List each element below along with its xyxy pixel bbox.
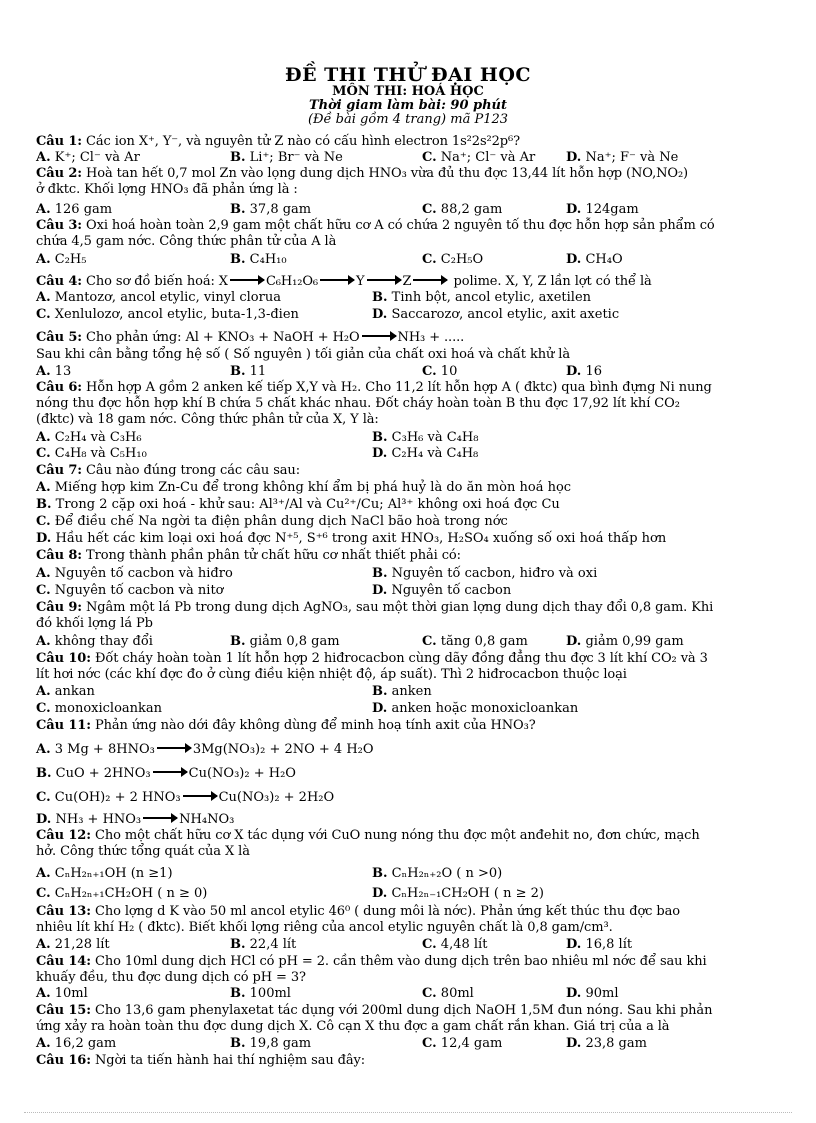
reaction-arrow-icon [143,817,177,819]
option-text: CₙH₂ₙ₊₁OH (n ≥1) [54,866,173,881]
option-text: giảm 0,99 gam [585,634,684,649]
option-text: giảm 0,8 gam [249,634,340,649]
option-text: Để điều chế Na ngời ta điện phân dung dịch NaCl bão hoà trong nớc [54,514,508,529]
q6-option-c [36,446,147,461]
option-letter: C. [422,986,437,1001]
q4-option-b [372,290,591,305]
option-text: Nguyên tố cacbon [391,583,512,598]
option-text: tăng 0,8 gam [440,634,528,649]
option-text: không thay đổi [54,634,153,649]
option-text: 10ml [54,986,88,1001]
equation-right: NH₄NO₃ [179,812,235,827]
option-letter: B. [36,766,52,781]
q4-option-a [36,290,281,305]
exam-code: mã P123 [446,112,509,127]
question-label: Câu 7: [36,463,82,478]
q6-option-a [36,430,142,445]
option-text: C₂H₅ [54,252,87,267]
option-letter: C. [36,514,51,529]
q1-option-d [566,150,678,165]
question-14-line-2: khuấy đều, thu đợc dung dịch có pH = 3? [36,970,306,985]
question-label: Câu 9: [36,600,82,615]
option-text: Miếng hợp kim Zn-Cu để trong không khí ẩm bị phá huỷ là do ăn mòn hoá học [54,480,572,495]
option-letter: D. [372,583,388,598]
q13-option-c [422,937,487,952]
option-letter: A. [36,480,51,495]
option-letter: B. [230,150,246,165]
question-label: Câu 2: [36,166,82,181]
question-11 [36,718,784,733]
q14-option-d [566,986,619,1001]
option-text: C₂H₄ và C₄H₈ [391,446,479,461]
option-letter: B. [230,937,246,952]
question-14 [36,954,784,969]
question-9 [36,600,784,615]
question-text: Cho phản ứng: Al + KNO₃ + NaOH + H₂O [82,330,360,345]
question-4 [36,274,784,289]
option-text: 124gam [585,202,639,217]
option-letter: D. [36,812,52,827]
q3-option-d [566,252,623,267]
option-letter: A. [36,634,51,649]
option-letter: A. [36,742,51,757]
option-letter: A. [36,986,51,1001]
option-letter: C. [36,446,51,461]
q7-option-d [36,531,666,546]
option-text: 23,8 gam [585,1036,647,1051]
option-text: 88,2 gam [440,202,503,217]
question-13-line-2: nhiêu lít khí H₂ ( đktc). Biết khối lợng riêng của ancol etylic nguyên chất là 0,8 gam/cm³. [36,920,613,935]
question-label: Câu 13: [36,904,91,919]
question-2-line-2: ở đktc. Khối lợng HNO₃ đã phản ứng là : [36,182,298,197]
q10-option-a [36,684,95,699]
q6-option-d [372,446,478,461]
option-letter: B. [230,364,246,379]
question-text: Hỗn hợp A gồm 2 anken kế tiếp X,Y và H₂. Cho 11,2 lít hỗn hợp A ( đktc) qua bình đựng Ni nung [82,380,712,395]
option-letter: B. [372,566,388,581]
option-text: 10 [440,364,458,379]
exam-subject: MÔN THI: HOÁ HỌC [332,84,484,99]
question-text: Các ion X⁺, Y⁻, và nguyên tử Z nào có cấu hình electron 1s²2s²2p⁶? [82,134,521,149]
question-text: NH₃ + ..... [397,330,465,345]
option-letter: C. [422,150,437,165]
option-text: CₙH₂ₙ₊₂O ( n >0) [391,866,503,881]
option-text: 37,8 gam [249,202,312,217]
q10-option-d [372,701,578,716]
question-text: Ngâm một lá Pb trong dung dịch AgNO₃, sau một thời gian lợng dung dịch thay đổi 0,8 gam. Khi [82,600,714,615]
q5-option-a [36,364,71,379]
q15-option-b [230,1036,311,1051]
q11-option-c [36,790,334,805]
option-text: Na⁺; F⁻ và Ne [585,150,679,165]
option-letter: C. [36,886,51,901]
q9-option-c [422,634,528,649]
reaction-arrow-icon [183,795,217,797]
question-3-line-2: chứa 4,5 gam nớc. Công thức phân tử của A là [36,234,337,249]
q13-option-a [36,937,110,952]
option-text: C₂H₄ và C₃H₆ [54,430,142,445]
option-letter: C. [36,307,51,322]
option-letter: D. [566,252,582,267]
option-letter: C. [422,252,437,267]
question-12 [36,828,784,843]
option-text: 126 gam [54,202,113,217]
question-8 [36,548,784,563]
option-letter: B. [230,986,246,1001]
q1-option-c [422,150,535,165]
option-text: 4,48 lít [440,937,488,952]
q2-option-b [230,202,311,217]
question-label: Câu 15: [36,1003,91,1018]
question-label: Câu 1: [36,134,82,149]
equation-right: Cu(NO₃)₂ + H₂O [188,766,296,781]
option-text: Nguyên tố cacbon, hiđro và oxi [391,566,598,581]
question-5-line-2: Sau khi cân bằng tổng hệ số ( Số nguyên ) tối giản của chất oxi hoá và chất khử là [36,347,571,362]
reaction-arrow-icon [153,771,187,773]
option-text: 16,2 gam [54,1036,117,1051]
q9-option-a [36,634,153,649]
option-letter: A. [36,202,51,217]
scheme-compound: C₆H₁₂O₆ [265,274,319,289]
question-6-line-2: nóng thu đợc hỗn hợp khí B chứa 5 chất khác nhau. Đốt cháy hoàn toàn B thu đợc 17,92 lít khí CO₂ [36,396,680,411]
question-label: Câu 14: [36,954,91,969]
option-text: 100ml [249,986,291,1001]
option-text: CH₄O [585,252,623,267]
option-letter: A. [36,364,51,379]
option-text: 16,8 lít [585,937,633,952]
option-text: 80ml [440,986,474,1001]
option-letter: C. [422,1036,437,1051]
option-text: Nguyên tố cacbon và nitơ [54,583,224,598]
option-letter: C. [36,583,51,598]
option-letter: A. [36,1036,51,1051]
q9-option-d [566,634,684,649]
q4-option-c [36,307,299,322]
question-label: Câu 16: [36,1053,91,1068]
q5-option-d [566,364,602,379]
option-text: C₄H₁₀ [249,252,287,267]
option-text: 22,4 lít [249,937,297,952]
option-text: monoxicloankan [54,701,163,716]
option-text: 16 [585,364,603,379]
scheme-compound: Z [402,274,412,289]
question-text: Phản ứng nào dới đây không dùng để minh hoạ tính axit của HNO₃? [90,718,536,733]
q12-option-a [36,866,173,881]
option-text: Xenlulozơ, ancol etylic, buta-1,3-đien [54,307,299,322]
reaction-arrow-icon [320,279,354,281]
q15-option-a [36,1036,116,1051]
question-label: Câu 11: [36,718,91,733]
reaction-arrow-icon [157,747,191,749]
option-letter: D. [566,634,582,649]
option-letter: C. [36,701,51,716]
question-label: Câu 4: [36,274,82,289]
option-letter: A. [36,684,51,699]
q1-option-b [230,150,343,165]
reaction-arrow-icon [362,335,396,337]
option-letter: B. [372,290,388,305]
q3-option-a [36,252,86,267]
question-12-line-2: hở. Công thức tổng quát của X là [36,844,250,859]
q8-option-b [372,566,597,581]
q11-option-d [36,812,234,827]
question-text: Câu nào đúng trong các câu sau: [82,463,300,478]
question-5 [36,330,784,345]
question-10-line-2: lít hơi nớc (các khí đợc đo ở cùng điều kiện nhiệt độ, áp suất). Thì 2 hiđrocacbon thuộc loại [36,667,627,682]
option-text: ankan [54,684,95,699]
option-text: anken hoặc monoxicloankan [391,701,579,716]
equation-left: NH₃ + HNO₃ [55,812,142,827]
q12-option-c [36,886,207,901]
exam-pages: (Đề bài gồm 4 trang) [307,112,447,127]
q13-option-d [566,937,632,952]
option-letter: B. [230,202,246,217]
question-label: Câu 5: [36,330,82,345]
question-10 [36,651,784,666]
option-letter: B. [230,1036,246,1051]
question-text: Hoà tan hết 0,7 mol Zn vào lọng dung dịch HNO₃ vừa đủ thu đợc 13,44 lít hỗn hợp (NO,NO₂) [82,166,689,181]
question-text: Cho sơ đồ biến hoá: X [82,274,228,289]
question-text: Ngời ta tiến hành hai thí nghiệm sau đây: [90,1053,366,1068]
option-text: Tinh bột, ancol etylic, axetilen [391,290,592,305]
question-6 [36,380,784,395]
q14-option-a [36,986,88,1001]
reaction-arrow-icon [413,279,447,281]
option-text: C₄H₈ và C₅H₁₀ [54,446,147,461]
q15-option-d [566,1036,647,1051]
question-15-line-2: ứng xảy ra hoàn toàn thu đợc dung dịch X. Cô cạn X thu đợc a gam chất rắn khan. Giá trị của a là [36,1019,670,1034]
q10-option-b [372,684,432,699]
question-2 [36,166,784,181]
question-label: Câu 6: [36,380,82,395]
option-text: Saccarozơ, ancol etylic, axit axetic [391,307,620,322]
q2-option-a [36,202,112,217]
page-bottom-divider [24,1112,792,1114]
option-letter: D. [372,446,388,461]
option-letter: B. [372,430,388,445]
q13-option-b [230,937,296,952]
q7-option-c [36,514,508,529]
q7-option-a [36,480,571,495]
option-text: Nguyên tố cacbon và hiđro [54,566,233,581]
question-label: Câu 3: [36,218,82,233]
q3-option-b [230,252,287,267]
q6-option-b [372,430,478,445]
option-letter: D. [372,886,388,901]
option-letter: B. [230,634,246,649]
option-text: Mantozơ, ancol etylic, vinyl clorua [54,290,281,305]
option-letter: D. [566,937,582,952]
question-9-line-2: đó khối lợng lá Pb [36,616,153,631]
option-text: anken [391,684,432,699]
q2-option-c [422,202,502,217]
q4-option-d [372,307,619,322]
option-text: Li⁺; Br⁻ và Ne [249,150,343,165]
q3-option-c [422,252,483,267]
option-text: 90ml [585,986,619,1001]
question-text: Cho một chất hữu cơ X tác dụng với CuO nung nóng thu đợc một anđehit no, đơn chức, mạch [90,828,700,843]
q2-option-d [566,202,639,217]
reaction-arrow-icon [230,279,264,281]
option-text: 19,8 gam [249,1036,312,1051]
option-letter: B. [372,684,388,699]
option-text: Trong 2 cặp oxi hoá - khử sau: Al³⁺/Al và Cu²⁺/Cu; Al³⁺ không oxi hoá đợc Cu [55,497,560,512]
option-letter: D. [566,150,582,165]
q9-option-b [230,634,340,649]
question-text: Cho 10ml dung dịch HCl có pH = 2. cần thêm vào dung dịch trên bao nhiêu ml nớc để sau khi [90,954,707,969]
equation-left: Cu(OH)₂ + 2 HNO₃ [54,790,181,805]
q14-option-c [422,986,474,1001]
q8-option-a [36,566,233,581]
option-text: 11 [249,364,267,379]
option-letter: A. [36,150,51,165]
option-letter: B. [36,497,52,512]
q12-option-d [372,886,544,901]
option-text: Na⁺; Cl⁻ và Ar [440,150,536,165]
option-letter: D. [566,202,582,217]
q11-option-b [36,766,296,781]
exam-time: Thời giam làm bài: 90 phút [308,98,508,113]
option-text: 13 [54,364,72,379]
q8-option-c [36,583,224,598]
option-letter: D. [566,1036,582,1051]
option-text: Hầu hết các kim loại oxi hoá đợc N⁺⁵, S⁺⁶ trong axit HNO₃, H₂SO₄ xuống số oxi hoá thấp hơn [55,531,667,546]
question-text: Trong thành phần phân tử chất hữu cơ nhất thiết phải có: [82,548,461,563]
option-text: K⁺; Cl⁻ và Ar [54,150,140,165]
option-text: 12,4 gam [440,1036,503,1051]
q7-option-b [36,497,560,512]
equation-right: Cu(NO₃)₂ + 2H₂O [218,790,335,805]
option-letter: D. [372,307,388,322]
equation-right: 3Mg(NO₃)₂ + 2NO + 4 H₂O [192,742,374,757]
question-15 [36,1003,784,1018]
option-letter: A. [36,252,51,267]
question-label: Câu 8: [36,548,82,563]
option-letter: D. [566,986,582,1001]
question-text: Đốt cháy hoàn toàn 1 lít hỗn hợp 2 hiđrocacbon cùng dãy đồng đẳng thu đợc 3 lít khí CO₂ và 3 [90,651,708,666]
option-letter: A. [36,430,51,445]
q11-option-a [36,742,374,757]
option-text: CₙH₂ₙ₋₁CH₂OH ( n ≥ 2) [391,886,544,901]
option-letter: C. [422,202,437,217]
option-letter: B. [372,866,388,881]
option-text: C₂H₅O [440,252,484,267]
q12-option-b [372,866,502,881]
equation-left: 3 Mg + 8HNO₃ [54,742,155,757]
option-letter: A. [36,866,51,881]
question-7 [36,463,784,478]
question-text: Oxi hoá hoàn toàn 2,9 gam một chất hữu cơ A có chứa 2 nguyên tố thu đợc hỗn hợp sản phẩm có [82,218,715,233]
equation-left: CuO + 2HNO₃ [55,766,151,781]
question-text: Cho lợng d K vào 50 ml ancol etylic 46⁰ ( dung môi là nớc). Phản ứng kết thúc thu đợc bao [90,904,680,919]
exam-title: ĐỀ THI THỬ ĐẠI HỌC [284,64,532,86]
q8-option-d [372,583,511,598]
option-text: C₃H₆ và C₄H₈ [391,430,479,445]
question-text: Cho 13,6 gam phenylaxetat tác dụng với 200ml dung dịch NaOH 1,5M đun nóng. Sau khi phản [90,1003,713,1018]
option-text: 21,28 lít [54,937,110,952]
option-letter: D. [372,701,388,716]
option-letter: C. [422,364,437,379]
question-16 [36,1053,784,1068]
option-letter: C. [422,937,437,952]
option-letter: D. [566,364,582,379]
question-label: Câu 10: [36,651,91,666]
q14-option-b [230,986,291,1001]
option-letter: A. [36,290,51,305]
option-letter: A. [36,937,51,952]
question-1 [36,134,784,149]
question-6-line-3: (đktc) và 18 gam nớc. Công thức phân tử của X, Y là: [36,412,379,427]
q5-option-b [230,364,266,379]
option-letter: C. [36,790,51,805]
scheme-compound: Y [356,274,365,289]
option-letter: A. [36,566,51,581]
question-text: polime. X, Y, Z lần lợt có thể là [449,274,652,289]
option-letter: B. [230,252,246,267]
question-label: Câu 12: [36,828,91,843]
question-3 [36,218,784,233]
exam-pages-code [0,112,816,127]
option-text: CₙH₂ₙ₊₁CH₂OH ( n ≥ 0) [54,886,208,901]
q15-option-c [422,1036,502,1051]
option-letter: C. [422,634,437,649]
option-letter: D. [36,531,52,546]
question-13 [36,904,784,919]
reaction-arrow-icon [367,279,401,281]
q1-option-a [36,150,140,165]
q5-option-c [422,364,457,379]
q10-option-c [36,701,162,716]
